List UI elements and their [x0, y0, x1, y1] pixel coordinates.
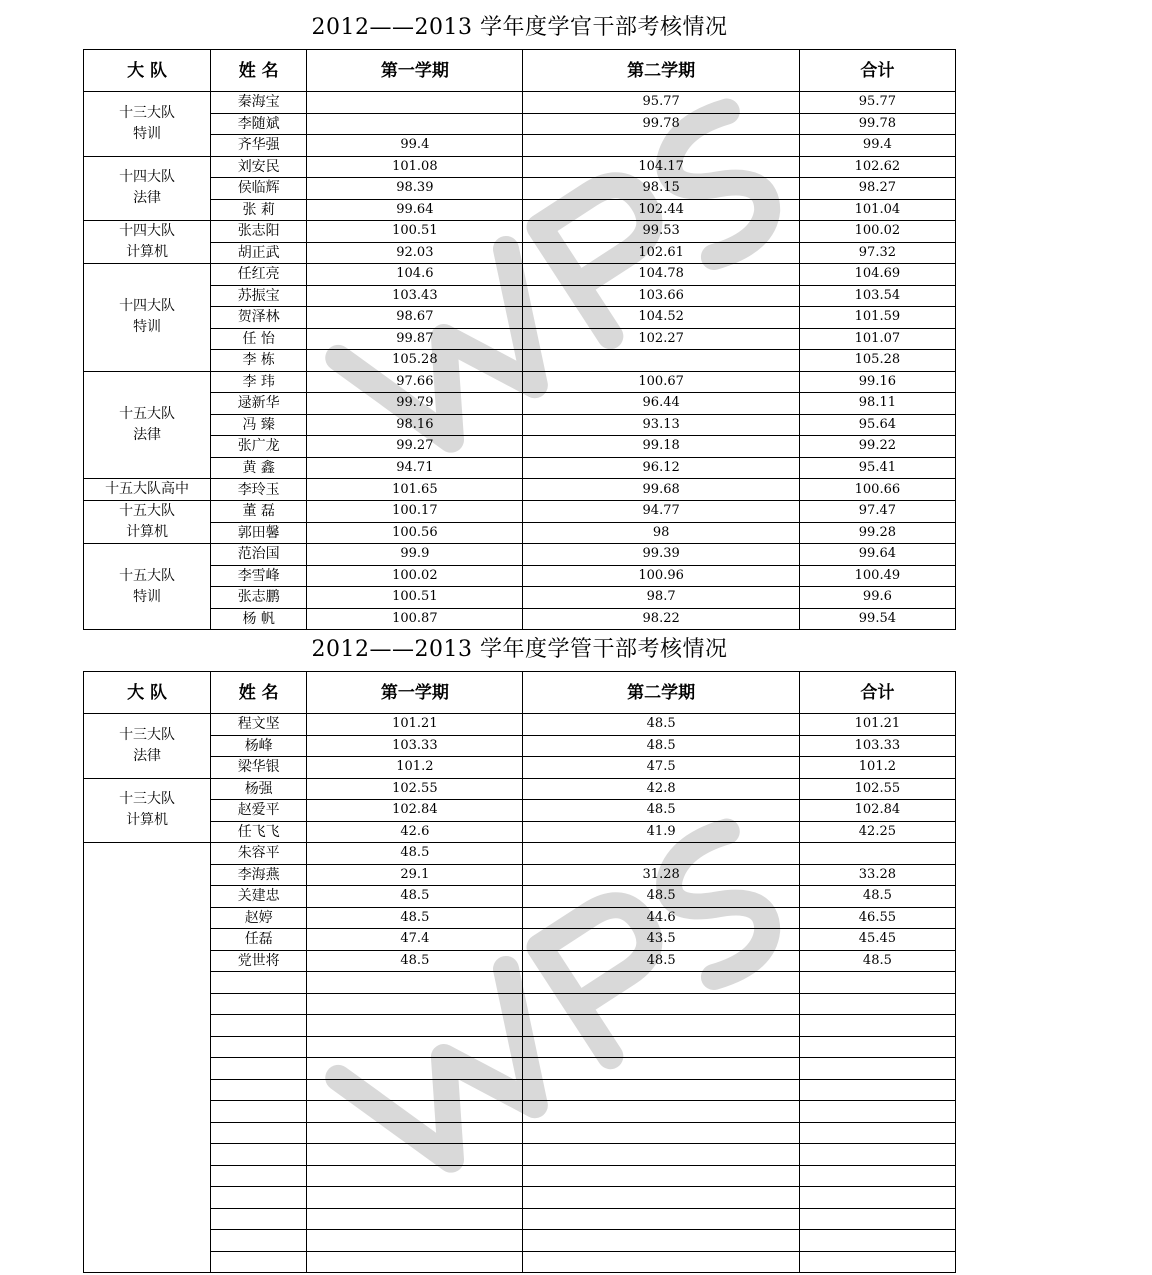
total-score: 98.27	[799, 178, 955, 200]
total-score: 101.59	[799, 307, 955, 329]
semester-2-score	[523, 1251, 799, 1273]
total-score: 45.45	[799, 929, 955, 951]
semester-2-score	[523, 1122, 799, 1144]
header-brigade: 大 队	[84, 50, 211, 92]
semester-2-score: 98.15	[523, 178, 799, 200]
semester-1-score: 103.33	[307, 735, 523, 757]
semester-2-score: 104.17	[523, 156, 799, 178]
total-score	[799, 1015, 955, 1037]
table-row	[84, 929, 956, 951]
cadre-assessment-table-2	[83, 671, 956, 1273]
table-row	[84, 993, 956, 1015]
name-cell: 杨 帆	[211, 608, 307, 630]
semester-2-score: 99.68	[523, 479, 799, 501]
semester-1-score: 100.02	[307, 565, 523, 587]
name-cell: 胡正武	[211, 242, 307, 264]
semester-1-score: 92.03	[307, 242, 523, 264]
name-cell: 张志鹏	[211, 587, 307, 609]
total-score	[799, 1165, 955, 1187]
semester-1-score: 101.2	[307, 757, 523, 779]
total-score	[799, 993, 955, 1015]
table-row	[84, 821, 956, 843]
name-cell: 侯临辉	[211, 178, 307, 200]
table-row	[84, 501, 956, 523]
name-cell	[211, 1036, 307, 1058]
name-cell	[211, 1144, 307, 1166]
total-score: 48.5	[799, 950, 955, 972]
semester-2-score	[523, 1036, 799, 1058]
total-score: 95.41	[799, 457, 955, 479]
semester-1-score: 48.5	[307, 950, 523, 972]
semester-1-score: 101.21	[307, 714, 523, 736]
table-row	[84, 757, 956, 779]
semester-1-score: 48.5	[307, 907, 523, 929]
cadre-assessment-table-1	[83, 49, 956, 630]
semester-2-score: 48.5	[523, 800, 799, 822]
semester-1-score: 104.6	[307, 264, 523, 286]
name-cell: 任 怡	[211, 328, 307, 350]
header-semester-1: 第一学期	[307, 672, 523, 714]
total-score: 99.54	[799, 608, 955, 630]
table-row	[84, 479, 956, 501]
table-row	[84, 242, 956, 264]
name-cell: 逯新华	[211, 393, 307, 415]
semester-2-score	[523, 1165, 799, 1187]
table-row	[84, 522, 956, 544]
total-score: 101.07	[799, 328, 955, 350]
header-total: 合计	[799, 50, 955, 92]
total-score: 103.54	[799, 285, 955, 307]
semester-2-score: 104.78	[523, 264, 799, 286]
header-name: 姓 名	[211, 50, 307, 92]
semester-2-score	[523, 1144, 799, 1166]
semester-2-score: 99.39	[523, 544, 799, 566]
name-cell: 张 莉	[211, 199, 307, 221]
semester-1-score: 29.1	[307, 864, 523, 886]
brigade-cell: 十三大队 特训	[84, 92, 211, 157]
semester-2-score: 98	[523, 522, 799, 544]
table-row	[84, 800, 956, 822]
table-row	[84, 113, 956, 135]
semester-1-score	[307, 1101, 523, 1123]
semester-1-score: 99.87	[307, 328, 523, 350]
semester-1-score: 100.17	[307, 501, 523, 523]
semester-2-score	[523, 1101, 799, 1123]
brigade-cell: 十四大队 法律	[84, 156, 211, 221]
name-cell	[211, 1058, 307, 1080]
table-row	[84, 565, 956, 587]
name-cell: 张志阳	[211, 221, 307, 243]
brigade-cell: 十四大队 特训	[84, 264, 211, 372]
table-row	[84, 1251, 956, 1273]
name-cell: 李随斌	[211, 113, 307, 135]
table-row	[84, 371, 956, 393]
total-score: 104.69	[799, 264, 955, 286]
brigade-cell: 十五大队高中	[84, 479, 211, 501]
total-score: 102.55	[799, 778, 955, 800]
semester-1-score: 42.6	[307, 821, 523, 843]
semester-1-score: 99.79	[307, 393, 523, 415]
name-cell: 冯 臻	[211, 414, 307, 436]
brigade-cell: 十三大队 计算机	[84, 778, 211, 843]
name-cell	[211, 1165, 307, 1187]
total-score: 101.2	[799, 757, 955, 779]
semester-1-score	[307, 1144, 523, 1166]
semester-2-score	[523, 843, 799, 865]
name-cell: 齐华强	[211, 135, 307, 157]
semester-1-score: 102.55	[307, 778, 523, 800]
brigade-cell: 十五大队 计算机	[84, 501, 211, 544]
semester-2-score: 99.78	[523, 113, 799, 135]
table-row	[84, 1058, 956, 1080]
table-row	[84, 864, 956, 886]
semester-2-score: 103.66	[523, 285, 799, 307]
table-row	[84, 544, 956, 566]
total-score: 99.22	[799, 436, 955, 458]
semester-1-score	[307, 1251, 523, 1273]
name-cell	[211, 1251, 307, 1273]
table-row	[84, 1144, 956, 1166]
name-cell: 李雪峰	[211, 565, 307, 587]
semester-2-score: 47.5	[523, 757, 799, 779]
total-score: 99.4	[799, 135, 955, 157]
total-score: 99.64	[799, 544, 955, 566]
semester-1-score: 100.56	[307, 522, 523, 544]
header-total: 合计	[799, 672, 955, 714]
semester-1-score: 100.51	[307, 221, 523, 243]
semester-1-score	[307, 1187, 523, 1209]
semester-1-score: 47.4	[307, 929, 523, 951]
semester-2-score: 104.52	[523, 307, 799, 329]
table-row	[84, 1079, 956, 1101]
semester-2-score	[523, 972, 799, 994]
semester-2-score: 41.9	[523, 821, 799, 843]
semester-1-score	[307, 1079, 523, 1101]
total-score: 98.11	[799, 393, 955, 415]
table-row	[84, 1187, 956, 1209]
table-row	[84, 1230, 956, 1252]
total-score: 101.21	[799, 714, 955, 736]
name-cell	[211, 993, 307, 1015]
semester-2-score	[523, 1208, 799, 1230]
header-semester-2: 第二学期	[523, 672, 799, 714]
semester-1-score: 98.16	[307, 414, 523, 436]
name-cell: 任飞飞	[211, 821, 307, 843]
brigade-cell	[84, 843, 211, 1273]
semester-1-score: 99.27	[307, 436, 523, 458]
semester-2-score: 31.28	[523, 864, 799, 886]
name-cell	[211, 1187, 307, 1209]
header-semester-1: 第一学期	[307, 50, 523, 92]
semester-1-score: 48.5	[307, 886, 523, 908]
table-row	[84, 264, 956, 286]
semester-1-score: 99.9	[307, 544, 523, 566]
semester-2-score: 48.5	[523, 735, 799, 757]
semester-2-score	[523, 1079, 799, 1101]
total-score: 100.49	[799, 565, 955, 587]
semester-1-score	[307, 972, 523, 994]
table-row	[84, 1101, 956, 1123]
semester-2-score	[523, 135, 799, 157]
semester-2-score: 98.7	[523, 587, 799, 609]
semester-1-score: 98.67	[307, 307, 523, 329]
total-score: 97.32	[799, 242, 955, 264]
table-row	[84, 1015, 956, 1037]
brigade-cell: 十四大队 计算机	[84, 221, 211, 264]
table-row	[84, 199, 956, 221]
semester-2-score: 48.5	[523, 886, 799, 908]
semester-1-score: 97.66	[307, 371, 523, 393]
table-row	[84, 285, 956, 307]
name-cell	[211, 1122, 307, 1144]
table-row	[84, 1208, 956, 1230]
name-cell: 赵爱平	[211, 800, 307, 822]
semester-2-score	[523, 993, 799, 1015]
total-score	[799, 1187, 955, 1209]
semester-2-score: 100.67	[523, 371, 799, 393]
total-score: 99.78	[799, 113, 955, 135]
total-score	[799, 1058, 955, 1080]
brigade-cell: 十五大队 特训	[84, 544, 211, 630]
total-score	[799, 1144, 955, 1166]
name-cell: 关建忠	[211, 886, 307, 908]
semester-2-score: 44.6	[523, 907, 799, 929]
name-cell: 李 栋	[211, 350, 307, 372]
semester-2-score: 99.18	[523, 436, 799, 458]
name-cell: 刘安民	[211, 156, 307, 178]
header-name: 姓 名	[211, 672, 307, 714]
name-cell: 郭田馨	[211, 522, 307, 544]
name-cell: 杨强	[211, 778, 307, 800]
total-score: 46.55	[799, 907, 955, 929]
name-cell: 苏振宝	[211, 285, 307, 307]
table-row	[84, 436, 956, 458]
semester-2-score: 99.53	[523, 221, 799, 243]
total-score: 95.64	[799, 414, 955, 436]
total-score: 100.02	[799, 221, 955, 243]
name-cell	[211, 1015, 307, 1037]
semester-1-score	[307, 1122, 523, 1144]
semester-2-score: 48.5	[523, 950, 799, 972]
name-cell: 张广龙	[211, 436, 307, 458]
total-score: 100.66	[799, 479, 955, 501]
total-score	[799, 1230, 955, 1252]
header-brigade: 大 队	[84, 672, 211, 714]
semester-2-score: 42.8	[523, 778, 799, 800]
table-row	[84, 393, 956, 415]
header-semester-2: 第二学期	[523, 50, 799, 92]
semester-2-score: 43.5	[523, 929, 799, 951]
semester-2-score	[523, 1058, 799, 1080]
brigade-cell: 十五大队 法律	[84, 371, 211, 479]
name-cell	[211, 1230, 307, 1252]
name-cell	[211, 1079, 307, 1101]
table-row	[84, 950, 956, 972]
total-score: 102.62	[799, 156, 955, 178]
name-cell: 李海燕	[211, 864, 307, 886]
semester-2-score: 96.44	[523, 393, 799, 415]
semester-1-score	[307, 1230, 523, 1252]
table-row	[84, 972, 956, 994]
table-row	[84, 1036, 956, 1058]
semester-1-score	[307, 1165, 523, 1187]
table2-title: 2012——2013 学年度学管干部考核情况	[311, 637, 728, 662]
name-cell: 朱容平	[211, 843, 307, 865]
name-cell	[211, 1208, 307, 1230]
table-row	[84, 350, 956, 372]
total-score: 42.25	[799, 821, 955, 843]
name-cell: 程文坚	[211, 714, 307, 736]
total-score: 99.28	[799, 522, 955, 544]
total-score: 95.77	[799, 92, 955, 114]
table-row	[84, 457, 956, 479]
total-score	[799, 1079, 955, 1101]
name-cell: 贺泽林	[211, 307, 307, 329]
table-row	[84, 735, 956, 757]
semester-1-score	[307, 1036, 523, 1058]
semester-2-score: 102.61	[523, 242, 799, 264]
total-score: 48.5	[799, 886, 955, 908]
table1-title: 2012——2013 学年度学官干部考核情况	[311, 15, 728, 40]
total-score	[799, 1101, 955, 1123]
name-cell: 党世将	[211, 950, 307, 972]
table-row	[84, 714, 956, 736]
semester-1-score	[307, 1208, 523, 1230]
name-cell	[211, 972, 307, 994]
total-score: 103.33	[799, 735, 955, 757]
total-score	[799, 1208, 955, 1230]
semester-2-score: 48.5	[523, 714, 799, 736]
semester-2-score	[523, 350, 799, 372]
table-row	[84, 221, 956, 243]
total-score	[799, 1036, 955, 1058]
name-cell: 任红亮	[211, 264, 307, 286]
name-cell: 李 玮	[211, 371, 307, 393]
name-cell: 范治国	[211, 544, 307, 566]
table-header-row	[84, 50, 956, 92]
total-score	[799, 1122, 955, 1144]
table-row	[84, 156, 956, 178]
name-cell: 杨峰	[211, 735, 307, 757]
semester-2-score	[523, 1015, 799, 1037]
semester-1-score	[307, 113, 523, 135]
table-row	[84, 414, 956, 436]
total-score	[799, 972, 955, 994]
total-score	[799, 1251, 955, 1273]
semester-1-score	[307, 1058, 523, 1080]
total-score: 102.84	[799, 800, 955, 822]
name-cell: 黄 鑫	[211, 457, 307, 479]
semester-1-score: 100.51	[307, 587, 523, 609]
total-score: 33.28	[799, 864, 955, 886]
semester-1-score: 100.87	[307, 608, 523, 630]
table-row	[84, 907, 956, 929]
semester-1-score	[307, 92, 523, 114]
table-header-row	[84, 672, 956, 714]
semester-2-score: 102.27	[523, 328, 799, 350]
semester-1-score: 94.71	[307, 457, 523, 479]
semester-2-score	[523, 1230, 799, 1252]
name-cell: 梁华银	[211, 757, 307, 779]
semester-1-score: 99.64	[307, 199, 523, 221]
semester-1-score: 105.28	[307, 350, 523, 372]
semester-2-score: 94.77	[523, 501, 799, 523]
semester-1-score: 103.43	[307, 285, 523, 307]
table-row	[84, 778, 956, 800]
name-cell: 赵婷	[211, 907, 307, 929]
table-row	[84, 328, 956, 350]
total-score: 105.28	[799, 350, 955, 372]
semester-1-score: 99.4	[307, 135, 523, 157]
semester-2-score	[523, 1187, 799, 1209]
table-row	[84, 1122, 956, 1144]
table-row	[84, 135, 956, 157]
name-cell: 董 磊	[211, 501, 307, 523]
table-row	[84, 178, 956, 200]
semester-1-score: 48.5	[307, 843, 523, 865]
semester-2-score: 100.96	[523, 565, 799, 587]
total-score	[799, 843, 955, 865]
total-score: 99.16	[799, 371, 955, 393]
semester-1-score	[307, 1015, 523, 1037]
total-score: 101.04	[799, 199, 955, 221]
semester-1-score: 102.84	[307, 800, 523, 822]
name-cell: 秦海宝	[211, 92, 307, 114]
name-cell: 任磊	[211, 929, 307, 951]
semester-1-score: 101.08	[307, 156, 523, 178]
table-row	[84, 886, 956, 908]
name-cell	[211, 1101, 307, 1123]
brigade-cell: 十三大队 法律	[84, 714, 211, 779]
semester-2-score: 102.44	[523, 199, 799, 221]
table-row	[84, 843, 956, 865]
name-cell: 李玲玉	[211, 479, 307, 501]
table-row	[84, 92, 956, 114]
table-row	[84, 587, 956, 609]
semester-2-score: 98.22	[523, 608, 799, 630]
table-row	[84, 1165, 956, 1187]
table-row	[84, 608, 956, 630]
semester-1-score	[307, 993, 523, 1015]
total-score: 97.47	[799, 501, 955, 523]
semester-2-score: 95.77	[523, 92, 799, 114]
table-row	[84, 307, 956, 329]
semester-1-score: 98.39	[307, 178, 523, 200]
semester-1-score: 101.65	[307, 479, 523, 501]
semester-2-score: 93.13	[523, 414, 799, 436]
semester-2-score: 96.12	[523, 457, 799, 479]
total-score: 99.6	[799, 587, 955, 609]
